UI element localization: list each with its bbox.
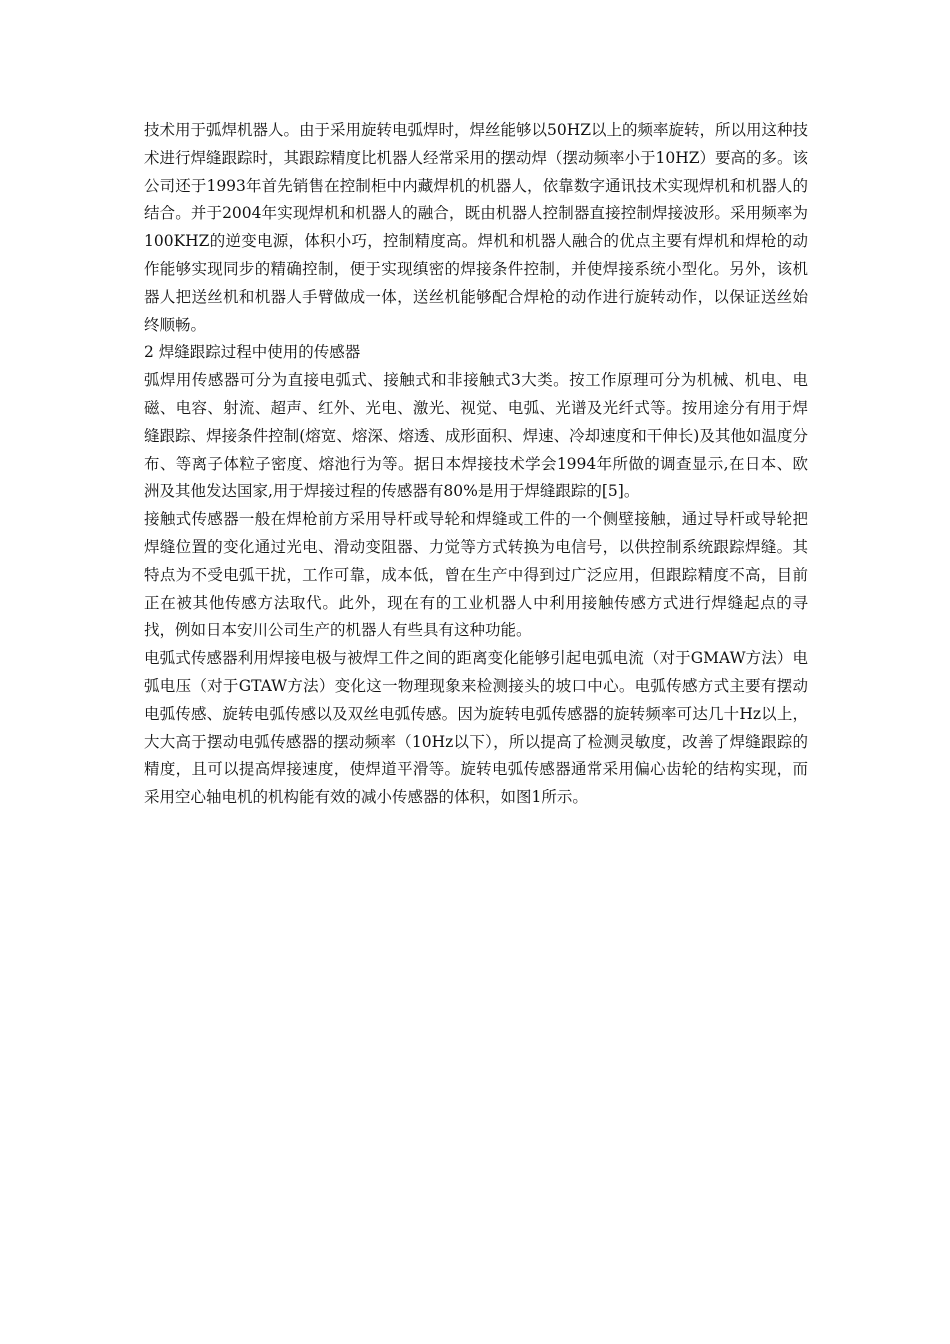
section-heading: 2 焊缝跟踪过程中使用的传感器 [144,343,361,362]
paragraph-sensor-types: 弧焊用传感器可分为直接电弧式、接触式和非接触式3大类。按工作原理可分为机械、机电、电磁、电容、射流、超声、红外、光电、激光、视觉、电弧、光谱及光纤式等。按用途分有用于焊缝跟踪、焊接条件控制(熔宽、熔深、熔透、成形面积、焊速、冷却速度和干伸长)及其他如温度分布、等离子体粒子密度、熔池行为等。据日本焊接技术学会1994年所做的调查显示,在日本、欧洲及其他发达国家,用于焊接过程的传感器有80%是用于焊缝跟踪的[5]。 [144,371,808,501]
paragraph-contact-sensor: 接触式传感器一般在焊枪前方采用导杆或导轮和焊缝或工件的一个侧壁接触，通过导杆或导轮把焊缝位置的变化通过光电、滑动变阻器、力觉等方式转换为电信号，以供控制系统跟踪焊缝。其特点为不受电弧干扰，工作可靠，成本低，曾在生产中得到过广泛应用，但跟踪精度不高，目前正在被其他传感方法取代。此外，现在有的工业机器人中利用接触传感方式进行焊缝起点的寻找，例如日本安川公司生产的机器人有些具有这种功能。 [144,510,808,640]
paragraph-intro: 技术用于弧焊机器人。由于采用旋转电弧焊时，焊丝能够以50HZ以上的频率旋转，所以用这种技术进行焊缝跟踪时，其跟踪精度比机器人经常采用的摆动焊（摆动频率小于10HZ）要高的多。该公司还于1993年首先销售在控制柜中内藏焊机的机器人，依靠数字通讯技术实现焊机和机器人的结合。并于2004年实现焊机和机器人的融合，既由机器人控制器直接控制焊接波形。采用频率为100KHZ的逆变电源，体积小巧，控制精度高。焊机和机器人融合的优点主要有焊机和焊枪的动作能够实现同步的精确控制，便于实现缜密的焊接条件控制，并使焊接系统小型化。另外，该机器人把送丝机和机器人手臂做成一体，送丝机能够配合焊枪的动作进行旋转动作，以保证送丝始终顺畅。 [144,121,809,334]
document-body [144,117,808,812]
paragraph-arc-sensor: 电弧式传感器利用焊接电极与被焊工件之间的距离变化能够引起电弧电流（对于GMAW方法）电弧电压（对于GTAW方法）变化这一物理现象来检测接头的坡口中心。电弧传感方式主要有摆动电弧传感、旋转电弧传感以及双丝电弧传感。因为旋转电弧传感器的旋转频率可达几十Hz以上，大大高于摆动电弧传感器的摆动频率（10Hz以下），所以提高了检测灵敏度，改善了焊缝跟踪的精度，且可以提高焊接速度，使焊道平滑等。旋转电弧传感器通常采用偏心齿轮的结构实现，而采用空心轴电机的机构能有效的减小传感器的体积，如图1所示。 [144,649,808,807]
